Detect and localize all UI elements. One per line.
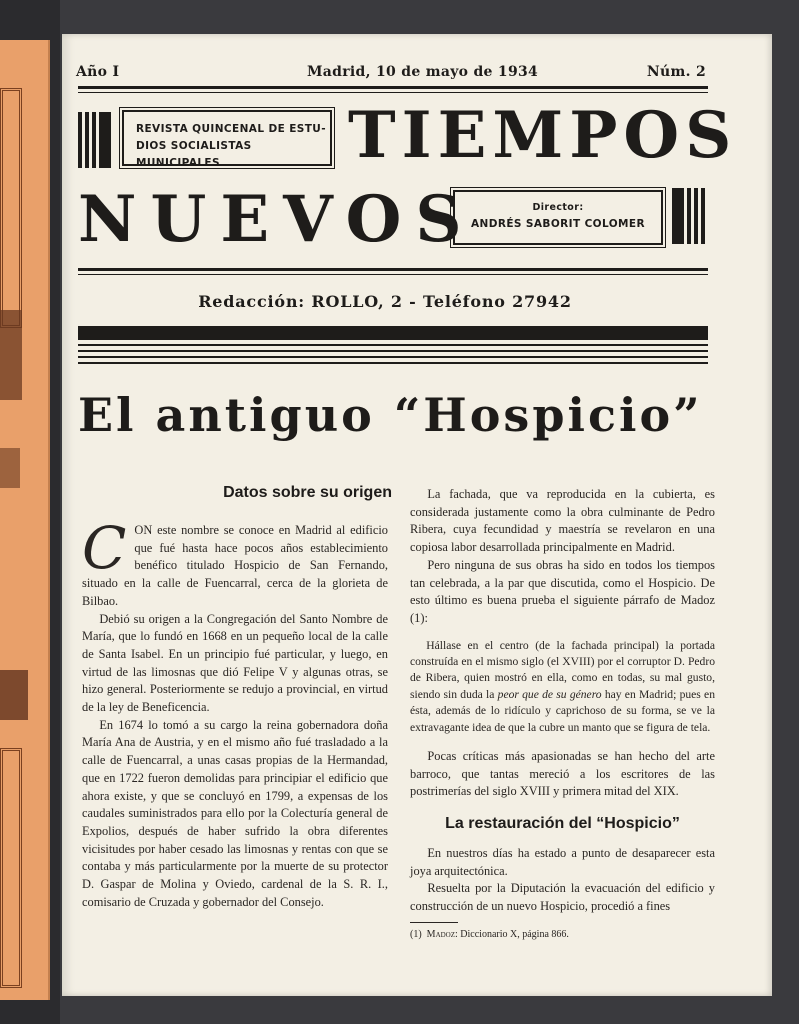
masthead-title-word2: NUEVOS — [78, 182, 476, 257]
footnote-mark: (1) — [410, 928, 422, 940]
section-heading: La restauración del “Hospicio” — [445, 815, 680, 833]
opening-paragraph — [82, 514, 388, 611]
paragraph: Debió su origen a la Congregación del Santo Nombre de María, que lo fundó en 1668 en un pequeño local de la calle de Santa Isabel. En un principio fué particular, y luego, en virtud de las limosnas que dió Felipe V y algunas otras, se hizo general. Posteriormente se redujo a provincial, en virtud de la ley de Beneficencia. — [82, 611, 388, 715]
issue-number: Núm. 2 — [646, 64, 706, 80]
header-rule — [78, 268, 708, 271]
paragraph: Pero ninguna de sus obras ha sido en todos los tiempos tan celebrada, a la par que discutida, como el Hospicio. De esto último es buena prueba el siguiente párrafo de Madoz (1): — [410, 557, 715, 625]
issue-year: Año I — [76, 64, 120, 80]
tagline-line: REVISTA QUINCENAL DE ESTU- — [136, 123, 326, 135]
adjacent-page-illustration — [0, 448, 20, 488]
tagline-box — [122, 110, 332, 169]
article-title: El antiguo “Hospicio” — [78, 388, 703, 442]
issue-date: Madrid, 10 de mayo de 1934 — [307, 64, 539, 80]
heavy-rule — [78, 326, 708, 340]
footnote-text: Diccionario X, página 866. — [460, 928, 569, 940]
adjacent-page-border — [0, 88, 22, 328]
paragraph: La fachada, que va reproducida en la cubierta, es considerada justamente como la obra culminante de Pedro Ribera, cuya fecundidad y maestría se revelaron en una copiosa labor desarrollada principalmente en Madrid. — [410, 487, 715, 555]
tagline-line: DIOS SOCIALISTAS MUNICIPALES — [136, 140, 252, 169]
left-column — [82, 514, 388, 911]
heavy-rule — [78, 362, 708, 364]
director-name: ANDRÉS SABORIT COLOMER — [471, 218, 645, 230]
article-subtitle: Datos sobre su origen — [223, 484, 392, 501]
quote-part: Hállase en el centro (de la fachada principal) la portada construída en el mismo siglo (el XVIII) por el corruptor D. Pedro de Ribera, quien mostró en ella, como en todas, su mal gusto, siendo sin duda la — [410, 638, 715, 701]
paragraph-text: ON este nombre se conoce en Madrid al edificio que fué hasta hace pocos años establecimiento benéfico titulado Hospicio de San Fernando, situado en la calle de Fuencarral, cerca de la glorieta de Bilbao. — [82, 523, 388, 608]
paragraph: Pocas críticas más apasionadas se han hecho del arte barroco, que tantas mereció a los escritores de las postrimerías del siglo XVIII y primera mitad del XIX. — [410, 749, 715, 799]
quote-part: hay en Madrid; pues en ésta, además de lo ridículo y caprichoso de su forma, se ve la extravagante idea de que la cubre un manto que se figura de tela. — [410, 687, 715, 734]
heavy-rule — [78, 356, 708, 358]
block-quote — [410, 638, 715, 736]
adjacent-page-illustration — [0, 670, 28, 720]
adjacent-page-illustration — [0, 310, 22, 400]
right-column — [410, 486, 715, 941]
heavy-rule — [78, 344, 708, 346]
footnote-author: Madoz: — [426, 928, 458, 940]
footnote — [410, 928, 715, 941]
paragraph: En nuestros días ha estado a punto de desaparecer esta joya arquitectónica. — [410, 845, 715, 878]
header-rule — [78, 92, 708, 93]
masthead-title-word1: TIEMPOS — [348, 98, 738, 173]
adjacent-page — [0, 40, 50, 1000]
magazine-page — [62, 34, 772, 996]
paragraph: Resuelta por la Diputación la evacuación del edificio y construcción de un nuevo Hospicio, procedió a fines — [410, 881, 715, 913]
quote-emphasis: peor que de su género — [497, 687, 602, 701]
decorative-bars — [78, 112, 111, 168]
director-box — [453, 190, 663, 245]
adjacent-page-border — [0, 748, 22, 988]
footnote-rule — [410, 922, 458, 923]
drop-cap: C — [82, 514, 127, 582]
heavy-rule — [78, 350, 708, 352]
editorial-address: Redacción: ROLLO, 2 - Teléfono 27942 — [198, 292, 572, 311]
decorative-bars — [672, 188, 705, 244]
director-label: Director: — [532, 202, 584, 213]
header-rule — [78, 274, 708, 275]
header-rule — [78, 86, 708, 89]
quote-text — [410, 638, 715, 736]
paragraph: En 1674 lo tomó a su cargo la reina gobernadora doña María Ana de Austria, y en el mismo año fué trasladado a la calle de Fuencarral, a unas casas propias de la Hermandad, que en 1722 fueron demolidas para principiar el edificio que ahora existe, y que se concluyó en 1799, a expensas de los caudales suministrados para ello por la Colecturía general de Expolios, después de haber sufrido la obra diferentes vicisitudes por haber cesado las limosnas y rentas con que se contaba y más particularmente por la muerte de su protector D. Gaspar de Molina y Oviedo, cardenal de la S. R. I., comisario de Cruzada y gobernador del Consejo. — [82, 717, 388, 909]
